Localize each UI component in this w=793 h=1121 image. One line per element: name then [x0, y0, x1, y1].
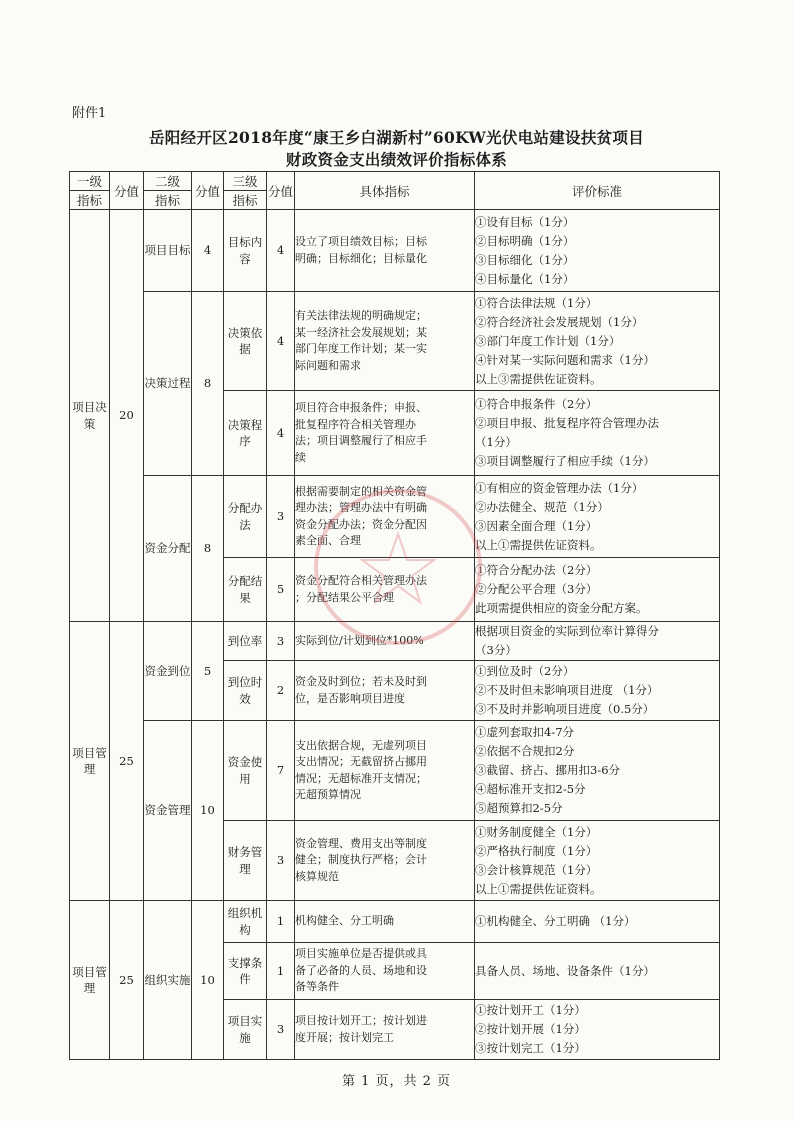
evaluation-criteria	[475, 622, 720, 661]
text-line: 健全；制度执行严格；会计	[295, 853, 427, 867]
text-line: 批复程序符合相关管理办	[295, 417, 416, 431]
text-line: ③目标细化（1分）	[475, 252, 575, 267]
text-line: ②办法健全、规范（1分）	[475, 499, 609, 514]
text-line: ④超标准开支扣2-5分	[475, 782, 586, 796]
level3-score: 1	[267, 901, 295, 943]
evaluation-criteria	[475, 821, 720, 901]
specific-indicator	[295, 210, 475, 292]
text-line: 素全面、合理	[295, 534, 361, 547]
text-line: 际问题和需求	[295, 358, 361, 372]
text-line: 以上③需提供佐证资料。	[475, 371, 602, 386]
level3-score: 3	[267, 821, 295, 901]
table-row	[70, 476, 720, 558]
specific-indicator	[295, 292, 475, 391]
header-level3-sub: 指标	[224, 191, 267, 210]
text-line: 机构健全、分工明确	[295, 914, 394, 928]
text-line: ②目标明确（1分）	[475, 233, 575, 248]
level2-score: 10	[192, 721, 224, 901]
indicator-table	[69, 171, 720, 1060]
text-line: ②按计划开展（1分）	[475, 1022, 586, 1036]
level2-name: 资金分配	[144, 476, 192, 622]
header-criteria: 评价标准	[475, 172, 720, 210]
header-score: 分值	[192, 172, 224, 210]
level2-name: 资金管理	[144, 721, 192, 901]
text-line: ①虚列套取扣4-7分	[475, 725, 575, 739]
level3-score: 3	[267, 476, 295, 558]
header-level2: 二级	[144, 172, 192, 191]
level3-name: 目标内容	[224, 210, 267, 292]
header-score: 分值	[110, 172, 144, 210]
text-line: 项目按计划开工；按计划进	[295, 1014, 427, 1027]
level3-name: 支撑条件	[224, 943, 267, 1000]
level2-score: 4	[192, 210, 224, 292]
level1-score: 25	[110, 622, 144, 901]
table-row	[70, 622, 720, 661]
text-line: ①符合分配办法（2分）	[475, 563, 598, 577]
level2-score: 5	[192, 622, 224, 721]
specific-indicator	[295, 1000, 475, 1060]
text-line: 支出情况；无截留挤占挪用	[295, 755, 427, 768]
text-line: ⑤超预算扣2-5分	[475, 801, 563, 815]
text-line: 明确；目标细化；目标量化	[295, 251, 427, 265]
specific-indicator	[295, 391, 475, 476]
header-row-top	[70, 172, 720, 191]
text-line: （1分）	[475, 435, 517, 449]
text-line: 理办法；管理办法中有明确	[295, 501, 427, 514]
level3-name: 决策依据	[224, 292, 267, 391]
text-line: ①有相应的资金管理办法（1分）	[475, 480, 644, 495]
text-line: 项目符合申报条件；申报、	[295, 401, 427, 414]
text-line: ③部门年度工作计划（1分）	[475, 333, 621, 348]
specific-indicator	[295, 558, 475, 622]
text-line: 根据项目资金的实际到位率计算得分	[475, 624, 659, 638]
level3-name: 分配结果	[224, 558, 267, 622]
text-line: ①设有目标（1分）	[475, 214, 575, 229]
text-line: 此项需提供相应的资金分配方案。	[475, 601, 648, 615]
evaluation-criteria	[475, 558, 720, 622]
text-line: 项目实施单位是否提供或具	[295, 947, 427, 961]
text-line: ①按计划开工（1分）	[475, 1003, 586, 1017]
text-line: 无超预算情况	[295, 788, 361, 801]
text-line: ①到位及时（2分）	[475, 664, 575, 678]
level1-score: 20	[110, 210, 144, 622]
evaluation-criteria	[475, 721, 720, 821]
text-line: ①财务制度健全（1分）	[475, 824, 598, 839]
text-line: 情况；无超标准开支情况；	[295, 771, 427, 785]
text-line: 部门年度工作计划；某一实	[295, 342, 427, 355]
evaluation-criteria	[475, 391, 720, 476]
text-line: 备了必备的人员、场地和设	[295, 963, 427, 977]
header-score: 分值	[267, 172, 295, 210]
text-line: ②严格执行制度（1分）	[475, 843, 598, 858]
text-line: 以上①需提供佐证资料。	[475, 537, 602, 552]
level3-score: 1	[267, 943, 295, 1000]
level2-score: 10	[192, 901, 224, 1060]
evaluation-criteria	[475, 901, 720, 943]
text-line: ④目标量化（1分）	[475, 271, 575, 286]
text-line: 法；项目调整履行了相应手	[295, 434, 427, 447]
table-row	[70, 210, 720, 292]
text-line: ②符合经济社会发展规划（1分）	[475, 314, 644, 329]
evaluation-criteria	[475, 476, 720, 558]
table-row	[70, 901, 720, 943]
text-line: ③不及时并影响项目进度（0.5分）	[475, 702, 655, 716]
level3-score: 5	[267, 558, 295, 622]
text-line: 续	[295, 450, 306, 464]
text-line: 以上①需提供佐证资料。	[475, 881, 602, 896]
text-line: 资金及时到位；若未及时到	[295, 675, 427, 688]
table-row	[70, 721, 720, 821]
level3-name: 资金使用	[224, 721, 267, 821]
text-line: ④针对某一实际问题和需求（1分）	[475, 352, 655, 367]
evaluation-criteria	[475, 661, 720, 721]
header-level3: 三级	[224, 172, 267, 191]
level3-name: 组织机构	[224, 901, 267, 943]
text-line: ①机构健全、分工明确 （1分）	[475, 914, 636, 928]
text-line: 度开展；按计划完工	[295, 1030, 394, 1044]
attachment-label: 附件1	[72, 106, 107, 121]
text-line: 根据需要制定的相关资金管	[295, 484, 427, 498]
text-line: ①符合申报条件（2分）	[475, 397, 598, 411]
evaluation-criteria	[475, 943, 720, 1000]
level3-score: 7	[267, 721, 295, 821]
specific-indicator	[295, 901, 475, 943]
level2-name: 组织实施	[144, 901, 192, 1060]
text-line: ②分配公平合理（3分）	[475, 582, 598, 596]
specific-indicator	[295, 943, 475, 1000]
text-line: 支出依据合规，无虚列项目	[295, 738, 427, 752]
text-line: 资金分配办法；资金分配因	[295, 517, 427, 531]
table-row	[70, 292, 720, 391]
header-level1-sub: 指标	[70, 191, 110, 210]
level3-score: 2	[267, 661, 295, 721]
level1-score: 25	[110, 901, 144, 1060]
text-line: ②项目申报、批复程序符合管理办法	[475, 416, 659, 430]
header-specific: 具体指标	[295, 172, 475, 210]
document-title-line2: 财政资金支出绩效评价指标体系	[285, 150, 508, 169]
level3-score: 4	[267, 292, 295, 391]
text-line: 位，是否影响项目进度	[295, 691, 405, 705]
specific-indicator	[295, 661, 475, 721]
text-line: 资金分配符合相关管理办法	[295, 574, 427, 587]
header-level1: 一级	[70, 172, 110, 191]
text-line: 实际到位/计划到位*100%	[295, 633, 424, 647]
level2-score: 8	[192, 292, 224, 476]
level1-name: 项目管理	[70, 901, 110, 1060]
level2-name: 决策过程	[144, 292, 192, 476]
level2-score: 8	[192, 476, 224, 622]
header-level2-sub: 指标	[144, 191, 192, 210]
level3-name: 分配办法	[224, 476, 267, 558]
level2-name: 项目目标	[144, 210, 192, 292]
text-line: ③按计划完工（1分）	[475, 1041, 586, 1055]
level3-score: 3	[267, 1000, 295, 1060]
level3-name: 决策程序	[224, 391, 267, 476]
text-line: ②不及时但未影响项目进度 （1分）	[475, 683, 659, 697]
level1-name: 项目管理	[70, 622, 110, 901]
level3-name: 到位率	[224, 622, 267, 661]
text-line: ①符合法律法规（1分）	[475, 295, 598, 310]
level3-score: 4	[267, 210, 295, 292]
specific-indicator	[295, 622, 475, 661]
level3-name: 到位时效	[224, 661, 267, 721]
page-footer: 第 1 页，共 2 页	[341, 1074, 452, 1089]
text-line: ②依据不合规扣2分	[475, 744, 575, 758]
text-line: 核算规范	[295, 869, 339, 883]
level1-name: 项目决策	[70, 210, 110, 622]
text-line: ③截留、挤占、挪用扣3-6分	[475, 763, 621, 777]
text-line: ；分配结果公平合理	[295, 590, 394, 604]
level2-name: 资金到位	[144, 622, 192, 721]
text-line: 具备人员、场地、设备条件（1分）	[475, 963, 655, 978]
specific-indicator	[295, 821, 475, 901]
specific-indicator	[295, 476, 475, 558]
text-line: 有关法律法规的明确规定；	[295, 309, 427, 322]
text-line: 备等条件	[295, 980, 339, 994]
text-line: 某一经济社会发展规划；某	[295, 325, 427, 339]
evaluation-criteria	[475, 292, 720, 391]
text-line: ③项目调整履行了相应手续（1分）	[475, 454, 655, 468]
level3-name: 财务管理	[224, 821, 267, 901]
text-line: 资金管理、费用支出等制度	[295, 836, 427, 850]
level3-name: 项目实施	[224, 1000, 267, 1060]
text-line: ③因素全面合理（1分）	[475, 518, 598, 533]
level3-score: 3	[267, 622, 295, 661]
text-line: 设立了项目绩效目标；目标	[295, 235, 427, 248]
document-title-line1: 岳阳经开区2018年度“康王乡白湖新村”60KW光伏电站建设扶贫项目	[148, 128, 645, 147]
level3-score: 4	[267, 391, 295, 476]
text-line: ③会计核算规范（1分）	[475, 862, 598, 877]
evaluation-criteria	[475, 1000, 720, 1060]
text-line: （3分）	[475, 643, 517, 657]
specific-indicator	[295, 721, 475, 821]
evaluation-criteria	[475, 210, 720, 292]
